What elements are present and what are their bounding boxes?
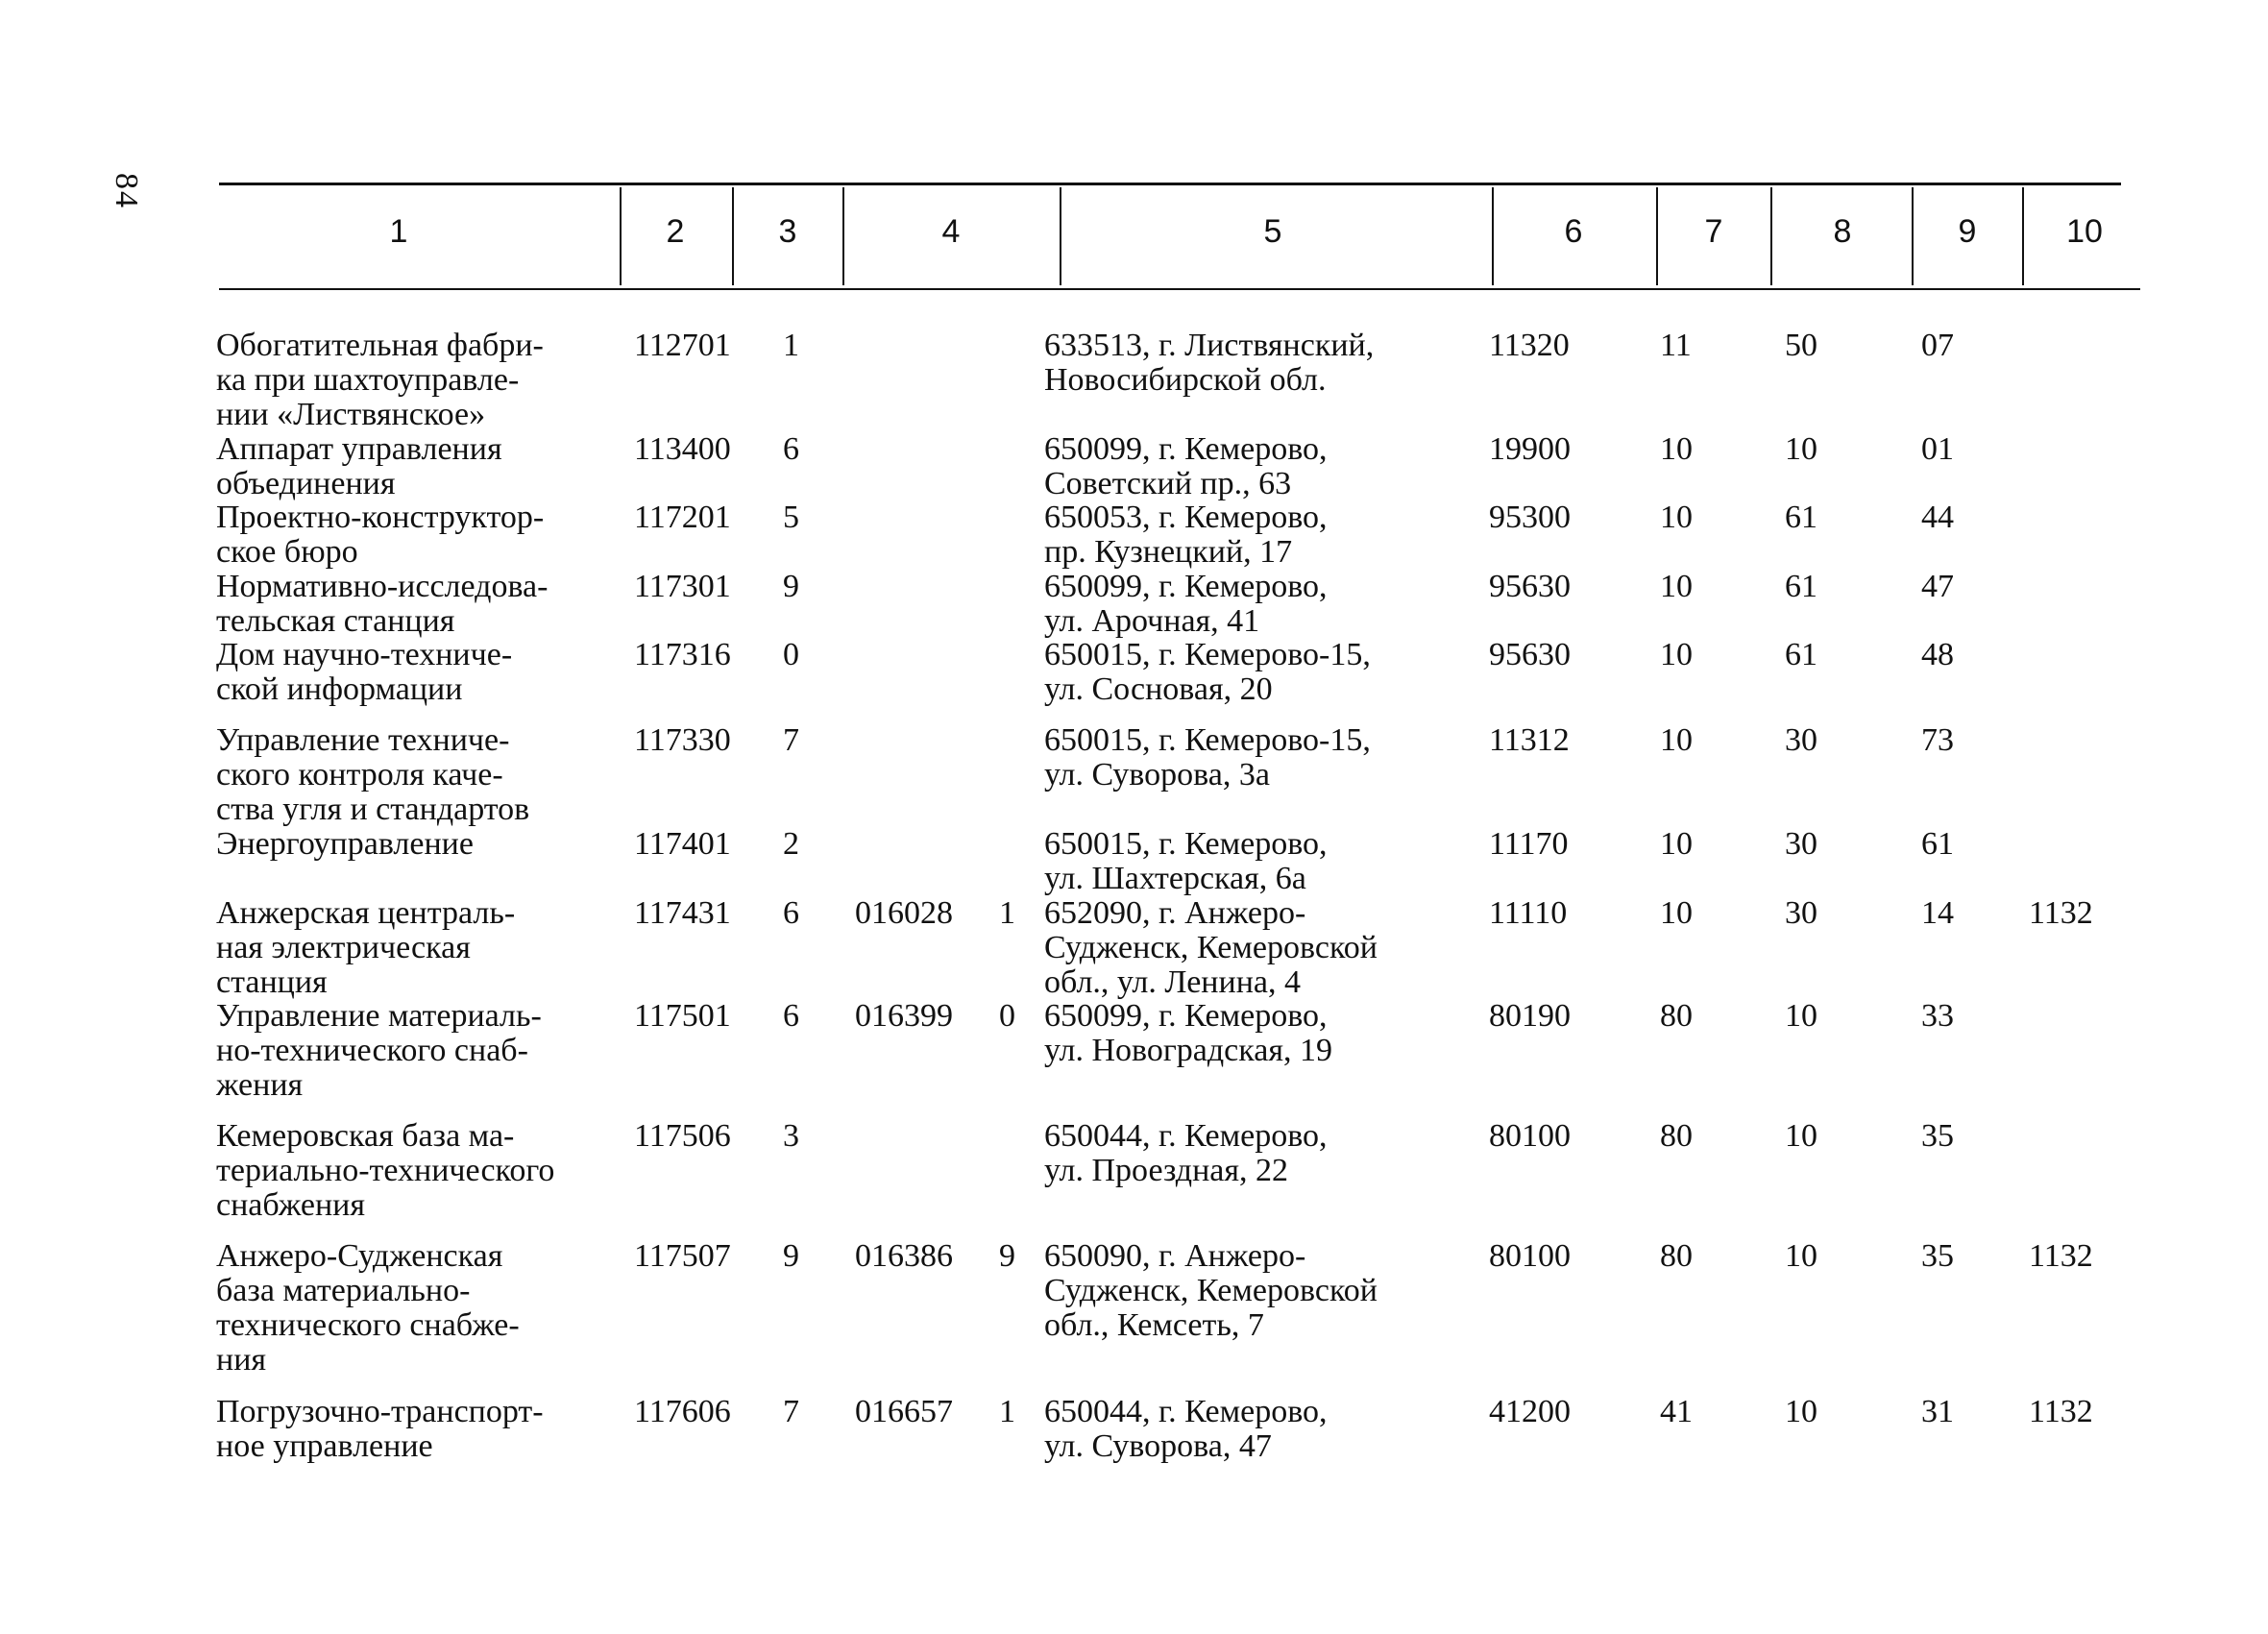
code-col-8: 30 (1785, 722, 1817, 758)
header-col-5: 5 (1263, 213, 1282, 250)
code-col-7: 10 (1660, 826, 1693, 862)
code-col-4: 016399 (855, 998, 953, 1034)
code-col-4-check: 0 (999, 998, 1015, 1034)
column-divider (1656, 187, 1658, 285)
address: 650044, г. Кемерово, ул. Суворова, 47 (1044, 1394, 1328, 1464)
org-name: Нормативно-исследова- тельская станция (216, 569, 549, 639)
code-col-9: 48 (1921, 637, 1954, 672)
code-col-2: 117606 (634, 1394, 731, 1429)
header-bottom-rule (219, 288, 2140, 290)
code-col-9: 61 (1921, 826, 1954, 862)
code-col-9: 35 (1921, 1118, 1954, 1154)
code-col-8: 50 (1785, 328, 1817, 363)
code-col-6: 95630 (1489, 569, 1571, 604)
org-name: Энергоуправление (216, 826, 474, 862)
header-col-3: 3 (778, 213, 797, 250)
code-col-7: 80 (1660, 1238, 1693, 1274)
address: 650099, г. Кемерово, ул. Арочная, 41 (1044, 569, 1328, 639)
code-col-3: 0 (783, 637, 799, 672)
code-col-3: 9 (783, 1238, 799, 1274)
header-col-7: 7 (1704, 213, 1723, 250)
org-name: Управление материаль- но-технического снаб- жения (216, 998, 542, 1103)
code-col-7: 10 (1660, 895, 1693, 931)
code-col-10: 1132 (2029, 1238, 2093, 1274)
org-name: Аппарат управления объединения (216, 431, 502, 501)
org-name: Анжерская централь- ная электрическая станция (216, 895, 516, 1000)
header-col-4: 4 (941, 213, 961, 250)
code-col-7: 10 (1660, 569, 1693, 604)
column-divider (732, 187, 734, 285)
code-col-3: 9 (783, 569, 799, 604)
code-col-8: 61 (1785, 569, 1817, 604)
header-top-rule (219, 183, 2121, 185)
code-col-6: 41200 (1489, 1394, 1571, 1429)
code-col-4-check: 9 (999, 1238, 1015, 1274)
org-name: Анжеро-Судженская база материально- технического снабже- ния (216, 1238, 520, 1378)
code-col-9: 44 (1921, 500, 1954, 535)
code-col-4: 016386 (855, 1238, 953, 1274)
code-col-4: 016028 (855, 895, 953, 931)
code-col-3: 2 (783, 826, 799, 862)
address: 650015, г. Кемерово-15, ул. Сосновая, 20 (1044, 637, 1371, 707)
code-col-7: 80 (1660, 998, 1693, 1034)
code-col-4: 016657 (855, 1394, 953, 1429)
address: 650099, г. Кемерово, Советский пр., 63 (1044, 431, 1328, 501)
code-col-6: 80190 (1489, 998, 1571, 1034)
org-name: Погрузочно-транспорт- ное управление (216, 1394, 544, 1464)
code-col-6: 80100 (1489, 1118, 1571, 1154)
code-col-7: 10 (1660, 722, 1693, 758)
code-col-9: 07 (1921, 328, 1954, 363)
address: 650015, г. Кемерово, ул. Шахтерская, 6а (1044, 826, 1328, 896)
code-col-3: 7 (783, 1394, 799, 1429)
column-divider (1770, 187, 1772, 285)
code-col-3: 6 (783, 431, 799, 467)
code-col-7: 10 (1660, 637, 1693, 672)
code-col-2: 117507 (634, 1238, 731, 1274)
code-col-8: 10 (1785, 1238, 1817, 1274)
code-col-7: 80 (1660, 1118, 1693, 1154)
code-col-3: 5 (783, 500, 799, 535)
code-col-8: 10 (1785, 998, 1817, 1034)
code-col-2: 117316 (634, 637, 731, 672)
code-col-3: 1 (783, 328, 799, 363)
column-divider (620, 187, 622, 285)
code-col-2: 117501 (634, 998, 731, 1034)
code-col-6: 11320 (1489, 328, 1570, 363)
code-col-3: 3 (783, 1118, 799, 1154)
page-number: 84 (109, 173, 144, 209)
code-col-6: 11110 (1489, 895, 1568, 931)
code-col-4-check: 1 (999, 1394, 1015, 1429)
code-col-7: 41 (1660, 1394, 1693, 1429)
code-col-6: 11312 (1489, 722, 1570, 758)
code-col-7: 10 (1660, 500, 1693, 535)
code-col-8: 61 (1785, 637, 1817, 672)
address: 650099, г. Кемерово, ул. Новоградская, 19 (1044, 998, 1333, 1068)
column-divider (1492, 187, 1494, 285)
code-col-8: 30 (1785, 895, 1817, 931)
org-name: Проектно-конструктор- ское бюро (216, 500, 545, 570)
column-divider (842, 187, 844, 285)
code-col-2: 113400 (634, 431, 731, 467)
code-col-8: 10 (1785, 431, 1817, 467)
code-col-9: 33 (1921, 998, 1954, 1034)
column-divider (1912, 187, 1914, 285)
code-col-2: 117431 (634, 895, 731, 931)
code-col-6: 95630 (1489, 637, 1571, 672)
code-col-6: 95300 (1489, 500, 1571, 535)
header-col-9: 9 (1958, 213, 1977, 250)
header-col-10: 10 (2066, 213, 2103, 250)
address: 652090, г. Анжеро- Судженск, Кемеровской обл., ул. Ленина, 4 (1044, 895, 1378, 1000)
code-col-8: 61 (1785, 500, 1817, 535)
address: 650044, г. Кемерово, ул. Проездная, 22 (1044, 1118, 1328, 1188)
code-col-10: 1132 (2029, 1394, 2093, 1429)
code-col-2: 117330 (634, 722, 731, 758)
code-col-3: 6 (783, 895, 799, 931)
code-col-9: 01 (1921, 431, 1954, 467)
code-col-6: 11170 (1489, 826, 1569, 862)
address: 650053, г. Кемерово, пр. Кузнецкий, 17 (1044, 500, 1328, 570)
header-col-1: 1 (389, 213, 408, 250)
code-col-3: 6 (783, 998, 799, 1034)
code-col-6: 19900 (1489, 431, 1571, 467)
org-name: Дом научно-техниче- ской информации (216, 637, 513, 707)
org-name: Управление техниче- ского контроля каче- ства угля и стандартов (216, 722, 530, 827)
code-col-10: 1132 (2029, 895, 2093, 931)
code-col-9: 14 (1921, 895, 1954, 931)
code-col-4-check: 1 (999, 895, 1015, 931)
header-col-6: 6 (1564, 213, 1583, 250)
code-col-2: 117401 (634, 826, 731, 862)
address: 650090, г. Анжеро- Судженск, Кемеровской обл., Кемсеть, 7 (1044, 1238, 1378, 1343)
header-col-8: 8 (1833, 213, 1852, 250)
column-divider (2022, 187, 2024, 285)
code-col-7: 11 (1660, 328, 1692, 363)
code-col-9: 31 (1921, 1394, 1954, 1429)
code-col-8: 10 (1785, 1394, 1817, 1429)
code-col-9: 47 (1921, 569, 1954, 604)
address: 650015, г. Кемерово-15, ул. Суворова, 3а (1044, 722, 1371, 793)
code-col-2: 117301 (634, 569, 731, 604)
code-col-7: 10 (1660, 431, 1693, 467)
code-col-3: 7 (783, 722, 799, 758)
code-col-9: 73 (1921, 722, 1954, 758)
org-name: Кемеровская база ма- териально-технического снабжения (216, 1118, 555, 1223)
code-col-8: 10 (1785, 1118, 1817, 1154)
header-col-2: 2 (666, 213, 685, 250)
code-col-8: 30 (1785, 826, 1817, 862)
code-col-2: 112701 (634, 328, 731, 363)
column-divider (1060, 187, 1061, 285)
org-name: Обогатительная фабри- ка при шахтоуправле- нии «Листвянское» (216, 328, 544, 432)
code-col-9: 35 (1921, 1238, 1954, 1274)
code-col-6: 80100 (1489, 1238, 1571, 1274)
address: 633513, г. Листвянский, Новосибирской обл. (1044, 328, 1375, 398)
code-col-2: 117506 (634, 1118, 731, 1154)
code-col-2: 117201 (634, 500, 731, 535)
